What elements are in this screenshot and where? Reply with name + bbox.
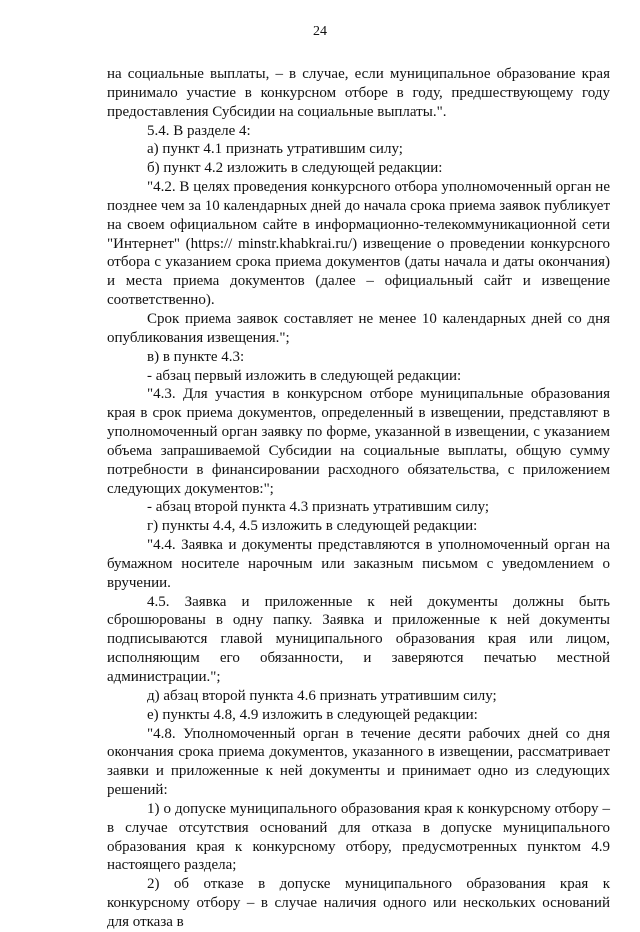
page-number: 24 (313, 24, 327, 39)
paragraph-abzac-second: - абзац второй пункта 4.3 признать утратившим силу; (147, 499, 490, 516)
paragraph-item-a: а) пункт 4.1 признать утратившим силу; (147, 141, 403, 158)
paragraph-decision-2: 2) об отказе в допуске муниципального образования края к конкурсному отбору – в случае наличия одного или нескольких оснований для отказа в (107, 876, 610, 930)
paragraph-item-e: е) пункты 4.8, 4.9 изложить в следующей редакции: (147, 706, 478, 723)
paragraph-item-d: д) абзац второй пункта 4.6 признать утратившим силу; (147, 687, 497, 704)
paragraph-4-2: "4.2. В целях проведения конкурсного отбора уполномоченный орган не позднее чем за 10 календарных дней до начала срока приема заявок публикует на своем официальном сайте в информационно-телекоммуникационной сети "Интернет" (https:// minstr.khabkrai.ru/) извещение о проведении конкурсного отбора с указанием срока приема документов (даты начала и даты окончания) и места приема документов (далее – официальный сайт и извещение соответственно). (107, 179, 610, 309)
document-body (107, 65, 610, 932)
paragraph-deadline: Срок приема заявок составляет не менее 10 календарных дней со дня опубликования извещения."; (107, 310, 610, 346)
paragraph-4-8: "4.8. Уполномоченный орган в течение десяти рабочих дней со дня окончания срока приема документов, указанного в извещении, рассматривает заявки и приложенные к ней документы и принимает одно из следующих решений: (107, 725, 610, 799)
paragraph-4-5: 4.5. Заявка и приложенные к ней документы должны быть сброшюрованы в одну папку. Заявка и приложенные к ней документы подписываются главой муниципального образования края или лицом, исполняющим его обязанности, и заверяются печатью местной администрации."; (107, 593, 610, 685)
paragraph-item-g: г) пункты 4.4, 4.5 изложить в следующей редакции: (147, 518, 478, 535)
paragraph-item-v: в) в пункте 4.3: (147, 348, 245, 365)
paragraph-4-4: "4.4. Заявка и документы представляются в уполномоченный орган на бумажном носителе нарочным или заказным письмом с уведомлением о вручении. (107, 537, 610, 591)
paragraph-5-4: 5.4. В разделе 4: (147, 122, 251, 139)
paragraph-decision-1: 1) о допуске муниципального образования края к конкурсному отбору – в случае отсутствия оснований для отказа в допуске муниципального образования края к конкурсному отбору, предусмотренных пунктом 4.9 настоящего раздела; (107, 800, 610, 874)
paragraph-item-b: б) пункт 4.2 изложить в следующей редакции: (147, 160, 443, 177)
paragraph-abzac-first: - абзац первый изложить в следующей редакции: (147, 367, 462, 384)
paragraph-continuation: на социальные выплаты, – в случае, если муниципальное образование края принимало участие в конкурсном отборе в году, предшествующему году предоставления Субсидии на социальные выплаты.". (107, 66, 610, 120)
paragraph-4-3: "4.3. Для участия в конкурсном отборе муниципальные образования края в срок приема документов, определенный в извещении, представляют в уполномоченный орган заявку по форме, указанной в извещении, с указанием объема запрашиваемой Субсидии на социальные выплаты, общую сумму потребности в финансировании расходного обязательства, с приложением следующих документов:"; (107, 386, 610, 497)
